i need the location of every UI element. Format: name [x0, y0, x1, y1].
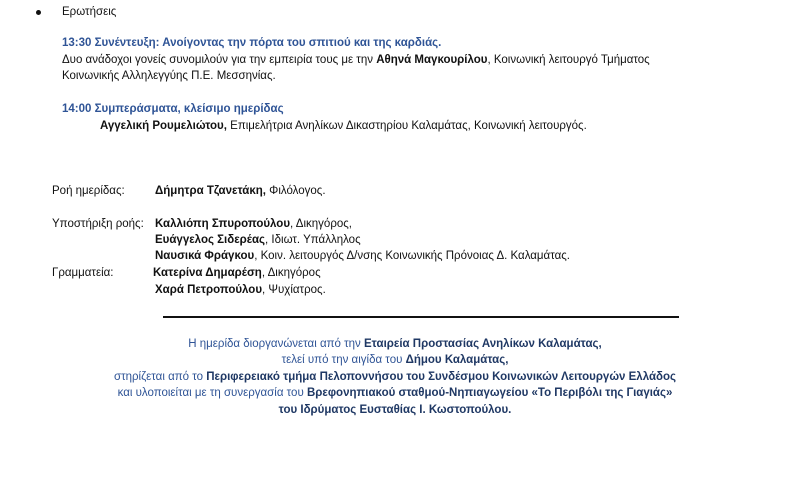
session1-line2: Κοινωνικής Αλληλεγγύης Π.Ε. Μεσσηνίας. [62, 70, 276, 82]
support-person [155, 248, 570, 264]
secretariat-person [155, 282, 326, 298]
support-role: , Κοιν. λειτουργός Δ/νσης Κοινωνικής Πρόνοιας Δ. Καλαμάτας. [254, 250, 570, 262]
footer-organizer [0, 336, 790, 353]
secretariat-name: Χαρά Πετροπούλου [155, 284, 263, 296]
footer-auspices-name: Δήμου Καλαμάτας, [405, 354, 509, 366]
footer-cooperation [0, 385, 790, 402]
footer-auspices [0, 352, 790, 369]
secretariat-name: Κατερίνα Δημαρέση [153, 267, 262, 279]
session2-speaker-name: Αγγελική Ρουμελιώτου, [100, 120, 227, 132]
secretariat-label: Γραμματεία: [52, 267, 114, 279]
session2-title: 14:00 Συμπεράσματα, κλείσιμο ημερίδας [62, 103, 284, 115]
footer-support-pre: στηρίζεται από το [113, 371, 207, 383]
support-role: , Δικηγόρος, [290, 218, 352, 230]
footer-cooperation-pre: και υλοποιείται με τη συνεργασία του [117, 387, 307, 399]
session2-speaker-role: Επιμελήτρια Ανηλίκων Δικαστηρίου Καλαμάτας, Κοινωνική λειτουργός. [226, 120, 587, 132]
divider-rule [163, 316, 679, 318]
flow-name: Δήμητρα Τζανετάκη, [155, 185, 266, 197]
footer-organizer-pre: Η ημερίδα διοργανώνεται από την [188, 338, 365, 350]
flow-person [155, 183, 326, 199]
session1-speaker-name: Αθηνά Μαγκουρίλου [376, 54, 488, 66]
footer-organizer-name: Εταιρεία Προστασίας Ανηλίκων Καλαμάτας, [364, 338, 602, 350]
footer-cooperation-name: Βρεφονηπιακού σταθμού-Νηπιαγωγείου «Το Περιβόλι της Γιαγιάς» [306, 387, 673, 399]
support-name: Ευάγγελος Σιδερέας [155, 234, 266, 246]
flow-label: Ροή ημερίδας: [52, 185, 125, 197]
session2-line [100, 118, 587, 134]
session1-line1-post: , Κοινωνική λειτουργό Τμήματος [487, 54, 650, 66]
support-name: Ναυσικά Φράγκου [155, 250, 255, 262]
support-name: Καλλιόπη Σπυροπούλου [155, 218, 291, 230]
bullet-dot [36, 10, 41, 15]
session1-title: 13:30 Συνέντευξη: Ανοίγοντας την πόρτα του σπιτιού και της καρδιάς. [62, 37, 442, 49]
footer-foundation-name: του Ιδρύματος Ευσταθίας Ι. Κωστοπούλου. [278, 404, 512, 416]
secretariat-role: , Δικηγόρος [261, 267, 321, 279]
agenda-item-questions: Ερωτήσεις [62, 6, 117, 18]
session1-line1 [62, 52, 650, 68]
support-label: Υποστήριξη ροής: [52, 218, 144, 230]
footer-support-name: Περιφερειακό τμήμα Πελοποννήσου του Συνδέσμου Κοινωνικών Λειτουργών Ελλάδος [206, 371, 677, 383]
support-role: , Ιδιωτ. Υπάλληλος [265, 234, 361, 246]
secretariat-person [153, 265, 321, 281]
footer-auspices-pre: τελεί υπό την αιγίδα του [281, 354, 406, 366]
footer-foundation [0, 402, 790, 419]
session1-line1-pre: Δυο ανάδοχοι γονείς συνομιλούν για την εμπειρία τους με την [62, 54, 377, 66]
flow-role: Φιλόλογος. [265, 185, 326, 197]
support-person [155, 232, 361, 248]
support-person [155, 216, 352, 232]
footer-support [0, 369, 790, 386]
secretariat-role: , Ψυχίατρος. [262, 284, 326, 296]
